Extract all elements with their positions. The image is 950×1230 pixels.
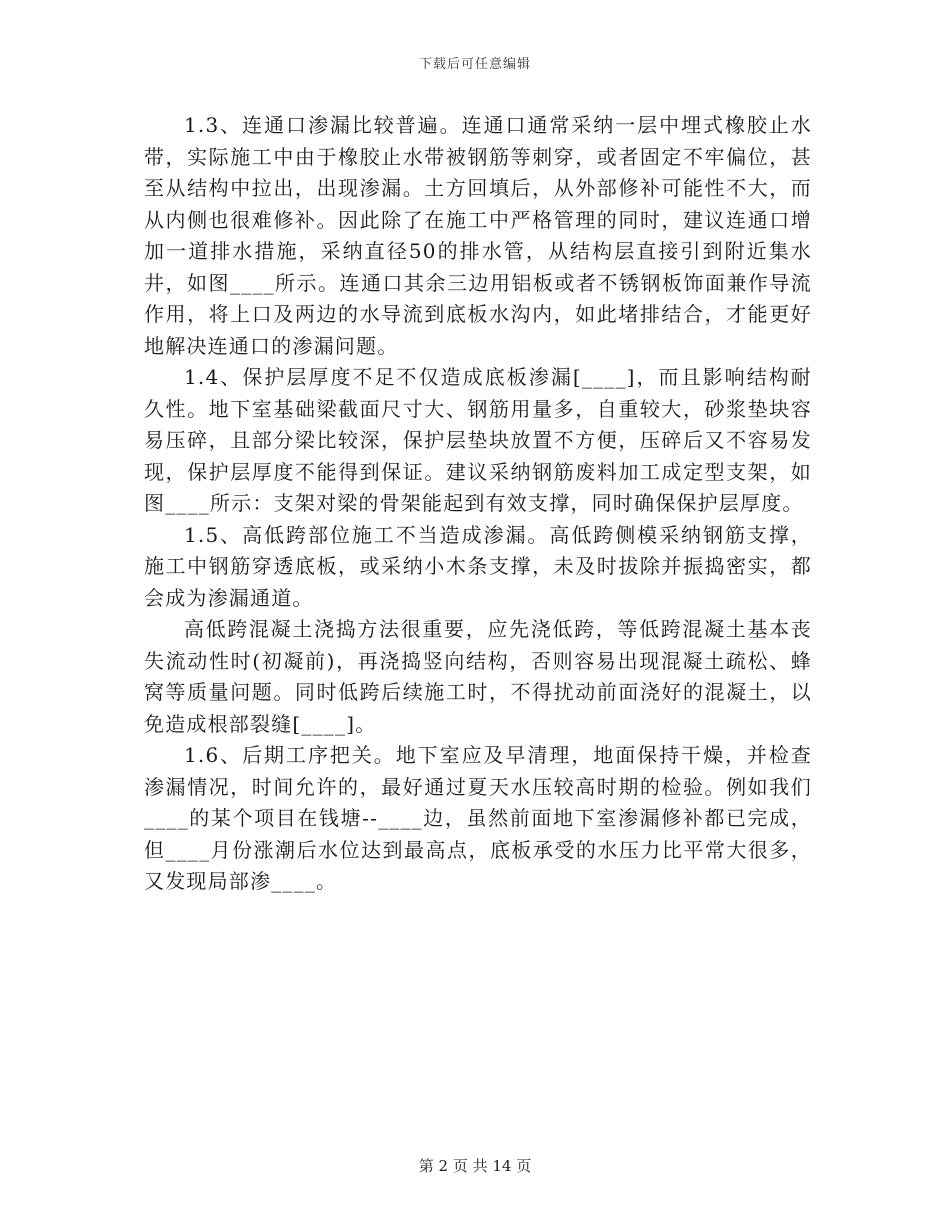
paragraph-1-5: 1.5、高低跨部位施工不当造成渗漏。高低跨侧模采纳钢筋支撑，施工中钢筋穿透底板，或采纳小木条支撑，未及时拔除并振捣密实，都会成为渗漏通道。	[144, 522, 812, 610]
paragraph-1-3: 1.3、连通口渗漏比较普遍。连通口通常采纳一层中埋式橡胶止水带，实际施工中由于橡胶止水带被钢筋等刺穿，或者固定不牢偏位，甚至从结构中拉出，出现渗漏。土方回填后，从外部修补可能性不大，而从内侧也很难修补。因此除了在施工中严格管理的同时，建议连通口增加一道排水措施，采纳直径50的排水管，从结构层直接引到附近集水井，如图____所示。连通口其余三边用铝板或者不锈钢板饰面兼作导流作用，将上口及两边的水导流到底板水沟内，如此堵排结合，才能更好地解决连通口的渗漏问题。	[144, 113, 812, 358]
document-body	[144, 110, 812, 898]
paragraph-1-4: 1.4、保护层厚度不足不仅造成底板渗漏[____]，而且影响结构耐久性。地下室基础梁截面尺寸大、钢筋用量多，自重较大，砂浆垫块容易压碎，且部分梁比较深，保护层垫块放置不方便，压碎后又不容易发现，保护层厚度不能得到保证。建议采纳钢筋废料加工成定型支架，如图____所示：支架对梁的骨架能起到有效支撑，同时确保保护层厚度。	[144, 365, 812, 515]
paragraph-1-6: 1.6、后期工序把关。地下室应及早清理，地面保持干燥，并检查渗漏情况，时间允许的，最好通过夏天水压较高时期的检验。例如我们____的某个项目在钱塘--____边，虽然前面地下室渗漏修补都已完成，但____月份涨潮后水位达到最高点，底板承受的水压力比平常大很多，又发现局部渗____。	[144, 743, 812, 893]
page-footer: 第 2 页 共 14 页	[418, 1157, 532, 1175]
paragraph-pouring-method: 高低跨混凝土浇捣方法很重要，应先浇低跨，等低跨混凝土基本丧失流动性时(初凝前)，再浇捣竖向结构，否则容易出现混凝土疏松、蜂窝等质量问题。同时低跨后续施工时，不得扰动前面浇好的混凝土，以免造成根部裂缝[____]。	[144, 617, 812, 736]
page-header: 下载后可任意编辑	[418, 57, 531, 72]
